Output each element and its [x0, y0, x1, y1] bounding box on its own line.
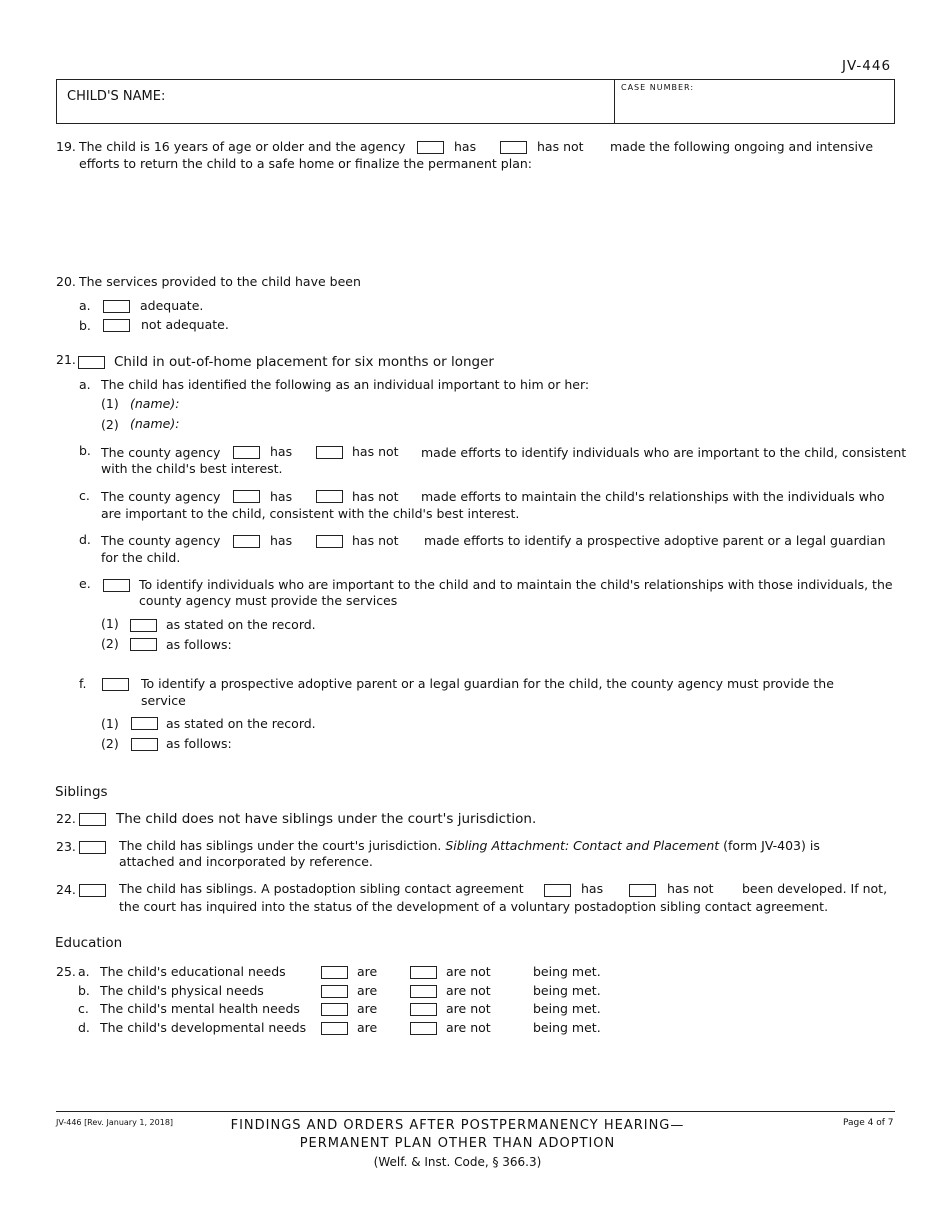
item-21c-text: made efforts to maintain the child's relationships with the individuals who: [421, 489, 885, 504]
item-21b-label: b.: [79, 443, 91, 458]
item-20a-checkbox[interactable]: [103, 300, 130, 313]
item-20b-text: not adequate.: [141, 317, 229, 332]
item-21b-text: made efforts to identify individuals who are important to the child, consistent: [421, 445, 907, 460]
item-21f2-checkbox[interactable]: [131, 738, 158, 751]
item-25c-text: The child's mental health needs: [100, 1001, 300, 1016]
item-24-checkbox[interactable]: [79, 884, 106, 897]
item-21a2-number: (2): [101, 417, 119, 432]
case-number-label: CASE NUMBER:: [621, 83, 695, 92]
item-20a-label: a.: [79, 298, 91, 313]
item-25c-are-not-label: are not: [446, 1001, 491, 1016]
item-21e2-text: as follows:: [166, 637, 232, 652]
item-25d-are-label: are: [357, 1020, 378, 1035]
item-21f1-checkbox[interactable]: [131, 717, 158, 730]
item-21c-label: c.: [79, 488, 90, 503]
footer-title-line1: FINDINGS AND ORDERS AFTER POSTPERMANENCY HEARING—: [230, 1118, 685, 1133]
item-21f-label: f.: [79, 676, 87, 691]
item-23-form-title: Sibling Attachment: Contact and Placement: [445, 838, 720, 853]
item-24-line2: the court has inquired into the status of the development of a voluntary postadoption sibling contact agreement.: [119, 899, 829, 914]
item-19-line2: efforts to return the child to a safe home or finalize the permanent plan:: [79, 156, 532, 171]
caption-box: [56, 79, 895, 124]
item-21d-text: made efforts to identify a prospective adoptive parent or a legal guardian: [424, 533, 886, 548]
item-21a2-name-label: (name):: [130, 416, 180, 431]
item-21c-has-not-label: has not: [352, 489, 399, 504]
item-21c-has-checkbox[interactable]: [233, 490, 260, 503]
item-25d-are-checkbox[interactable]: [321, 1022, 348, 1035]
item-19-has-label: has: [454, 139, 477, 154]
item-21d-label: d.: [79, 532, 91, 547]
item-24-has-checkbox[interactable]: [544, 884, 571, 897]
item-21a-text: The child has identified the following as an individual important to him or her:: [101, 377, 590, 392]
item-25a-are-not-label: are not: [446, 964, 491, 979]
siblings-heading: Siblings: [55, 784, 108, 800]
item-21d-lead: The county agency: [101, 533, 221, 548]
item-21a-label: a.: [79, 377, 91, 392]
item-25c-label: c.: [78, 1001, 89, 1016]
item-20-text: The services provided to the child have been: [79, 274, 361, 289]
item-21e-checkbox[interactable]: [103, 579, 130, 592]
item-25c-are-label: are: [357, 1001, 378, 1016]
item-21b-has-not-label: has not: [352, 444, 399, 459]
footer-page-number: Page 4 of 7: [843, 1118, 894, 1128]
item-21c-has-not-checkbox[interactable]: [316, 490, 343, 503]
item-25b-are-not-checkbox[interactable]: [410, 985, 437, 998]
item-21-number: 21.: [56, 352, 76, 367]
education-heading: Education: [55, 935, 123, 951]
item-25b-are-checkbox[interactable]: [321, 985, 348, 998]
item-25c-are-checkbox[interactable]: [321, 1003, 348, 1016]
item-25-number: 25.: [56, 964, 76, 979]
footer-rule: [56, 1111, 895, 1112]
item-21e-text: To identify individuals who are important to the child and to maintain the child's relationships with those individuals, the: [139, 577, 893, 592]
item-21c-lead: The county agency: [101, 489, 221, 504]
item-25d-met: being met.: [533, 1020, 601, 1035]
item-24-has-label: has: [581, 881, 604, 896]
item-21e1-text: as stated on the record.: [166, 617, 316, 632]
item-22-text: The child does not have siblings under the court's jurisdiction.: [116, 811, 537, 827]
item-21-title: Child in out-of-home placement for six months or longer: [114, 354, 494, 370]
item-20b-checkbox[interactable]: [103, 319, 130, 332]
item-21d-has-checkbox[interactable]: [233, 535, 260, 548]
caption-divider: [614, 80, 615, 123]
item-19-text: The child is 16 years of age or older and the agency: [79, 139, 406, 154]
footer-title-line2: PERMANENT PLAN OTHER THAN ADOPTION: [299, 1136, 616, 1151]
item-21d-has-not-label: has not: [352, 533, 399, 548]
item-21c-has-label: has: [270, 489, 293, 504]
item-21-checkbox[interactable]: [78, 356, 105, 369]
item-24-has-not-checkbox[interactable]: [629, 884, 656, 897]
item-21f1-text: as stated on the record.: [166, 716, 316, 731]
item-20a-text: adequate.: [140, 298, 204, 313]
item-21d-has-not-checkbox[interactable]: [316, 535, 343, 548]
item-22-number: 22.: [56, 811, 76, 826]
item-23-line2: attached and incorporated by reference.: [119, 854, 373, 869]
item-21e-line2: county agency must provide the services: [139, 593, 398, 608]
item-21e1-number: (1): [101, 616, 119, 631]
item-21f-checkbox[interactable]: [102, 678, 129, 691]
item-25a-met: being met.: [533, 964, 601, 979]
item-21e2-number: (2): [101, 636, 119, 651]
item-19-has-checkbox[interactable]: [417, 141, 444, 154]
item-19-number: 19.: [56, 139, 76, 154]
item-25c-are-not-checkbox[interactable]: [410, 1003, 437, 1016]
item-21e1-checkbox[interactable]: [130, 619, 157, 632]
item-21e2-checkbox[interactable]: [130, 638, 157, 651]
item-25b-are-label: are: [357, 983, 378, 998]
item-21a1-number: (1): [101, 396, 119, 411]
child-name-label: CHILD'S NAME:: [67, 89, 166, 104]
item-21b-line2: with the child's best interest.: [101, 461, 283, 476]
item-25d-are-not-checkbox[interactable]: [410, 1022, 437, 1035]
item-21b-has-label: has: [270, 444, 293, 459]
item-21d-has-label: has: [270, 533, 293, 548]
item-23-checkbox[interactable]: [79, 841, 106, 854]
item-23-number: 23.: [56, 839, 76, 854]
item-23-form-ref: (form JV-403) is: [723, 838, 820, 853]
item-20-number: 20.: [56, 274, 76, 289]
item-25b-met: being met.: [533, 983, 601, 998]
item-19-text-cont: made the following ongoing and intensive: [610, 139, 874, 154]
item-25a-text: The child's educational needs: [100, 964, 286, 979]
item-19-has-not-checkbox[interactable]: [500, 141, 527, 154]
item-25d-are-not-label: are not: [446, 1020, 491, 1035]
item-25b-are-not-label: are not: [446, 983, 491, 998]
item-25a-are-checkbox[interactable]: [321, 966, 348, 979]
item-25b-label: b.: [78, 983, 90, 998]
item-25a-label: a.: [78, 964, 90, 979]
item-21f-text: To identify a prospective adoptive parent or a legal guardian for the child, the county agency must provide the: [141, 676, 834, 691]
item-23-line1: [119, 838, 820, 854]
item-24-number: 24.: [56, 882, 76, 897]
item-21f1-number: (1): [101, 716, 119, 731]
item-25a-are-not-checkbox[interactable]: [410, 966, 437, 979]
footer-revision: JV-446 [Rev. January 1, 2018]: [56, 1118, 174, 1127]
item-21c-line2: are important to the child, consistent with the child's best interest.: [101, 506, 520, 521]
item-21b-lead: The county agency: [101, 445, 221, 460]
form-id: JV-446: [842, 58, 892, 74]
item-21b-has-checkbox[interactable]: [233, 446, 260, 459]
item-22-checkbox[interactable]: [79, 813, 106, 826]
item-21d-line2: for the child.: [101, 550, 181, 565]
item-21f-line2: service: [141, 693, 186, 708]
item-25d-label: d.: [78, 1020, 90, 1035]
item-25c-met: being met.: [533, 1001, 601, 1016]
item-25b-text: The child's physical needs: [100, 983, 264, 998]
item-20b-label: b.: [79, 318, 91, 333]
item-21a1-name-label: (name):: [130, 396, 180, 411]
footer-code: (Welf. & Inst. Code, § 366.3): [373, 1155, 542, 1169]
item-23-text: The child has siblings under the court's jurisdiction.: [119, 838, 442, 853]
item-24-text: The child has siblings. A postadoption sibling contact agreement: [119, 881, 524, 896]
item-21f2-number: (2): [101, 736, 119, 751]
item-24-text2: been developed. If not,: [742, 881, 888, 896]
item-25a-are-label: are: [357, 964, 378, 979]
item-19-has-not-label: has not: [537, 139, 584, 154]
item-21e-label: e.: [79, 576, 91, 591]
item-21b-has-not-checkbox[interactable]: [316, 446, 343, 459]
item-25d-text: The child's developmental needs: [100, 1020, 307, 1035]
item-21f2-text: as follows:: [166, 736, 232, 751]
item-24-has-not-label: has not: [667, 881, 714, 896]
